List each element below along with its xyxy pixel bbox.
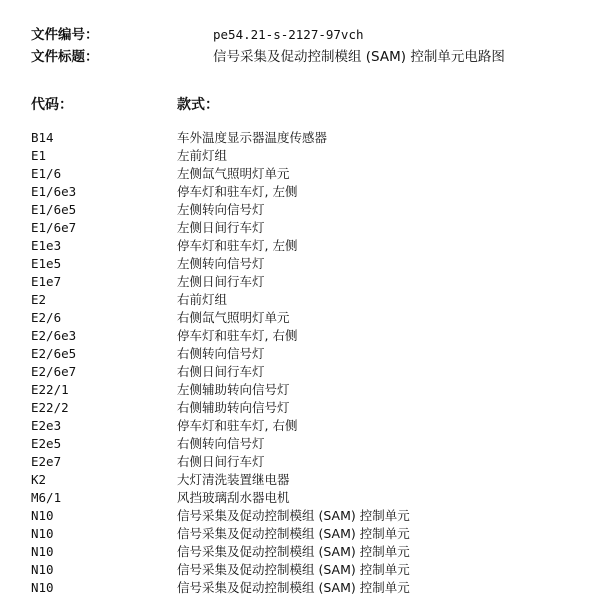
doc-title-label: 文件标题： — [31, 49, 99, 65]
component-description: 信号采集及促动控制模组 (SAM) 控制单元 — [177, 580, 410, 595]
list-item — [31, 453, 591, 471]
list-item — [31, 471, 591, 489]
list-item — [31, 327, 591, 345]
list-item — [31, 363, 591, 381]
component-code: N10 — [31, 526, 54, 541]
component-description: 左侧转向信号灯 — [177, 256, 265, 271]
list-item — [31, 435, 591, 453]
component-code: E1/6e7 — [31, 220, 77, 235]
component-code: E1e5 — [31, 256, 62, 271]
component-code: E2e7 — [31, 454, 62, 469]
list-item — [31, 147, 591, 165]
component-description: 信号采集及促动控制模组 (SAM) 控制单元 — [177, 526, 410, 541]
list-item — [31, 183, 591, 201]
list-item — [31, 291, 591, 309]
component-description: 右侧日间行车灯 — [177, 364, 265, 379]
component-code: E22/2 — [31, 400, 69, 415]
component-description: 停车灯和驻车灯, 左侧 — [177, 184, 298, 199]
component-code: E2e5 — [31, 436, 62, 451]
list-item — [31, 507, 591, 525]
component-code: E2/6e3 — [31, 328, 77, 343]
component-description: 信号采集及促动控制模组 (SAM) 控制单元 — [177, 544, 410, 559]
component-code: N10 — [31, 508, 54, 523]
component-code: E1e7 — [31, 274, 62, 289]
column-header-code: 代码： — [31, 97, 73, 113]
component-description: 左前灯组 — [177, 148, 228, 163]
component-code: E22/1 — [31, 382, 69, 397]
list-item — [31, 399, 591, 417]
list-item — [31, 417, 591, 435]
component-description: 右侧辅助转向信号灯 — [177, 400, 290, 415]
component-description: 车外温度显示器温度传感器 — [177, 130, 328, 145]
component-code: E2e3 — [31, 418, 62, 433]
component-code: E2 — [31, 292, 47, 307]
list-item — [31, 201, 591, 219]
component-description: 左侧日间行车灯 — [177, 220, 265, 235]
component-code: K2 — [31, 472, 47, 487]
component-description: 右侧日间行车灯 — [177, 454, 265, 469]
list-item — [31, 309, 591, 327]
list-item — [31, 165, 591, 183]
component-code: E2/6 — [31, 310, 62, 325]
component-description: 右侧转向信号灯 — [177, 436, 265, 451]
component-code: E1/6 — [31, 166, 62, 181]
doc-number-label: 文件编号： — [31, 27, 99, 43]
component-description: 右侧转向信号灯 — [177, 346, 265, 361]
list-item — [31, 219, 591, 237]
component-description: 停车灯和驻车灯, 右侧 — [177, 328, 298, 343]
component-code: E2/6e5 — [31, 346, 77, 361]
component-code: N10 — [31, 562, 54, 577]
component-list — [31, 129, 591, 597]
component-code: N10 — [31, 544, 54, 559]
column-header-description: 款式： — [177, 97, 219, 113]
component-code: E2/6e7 — [31, 364, 77, 379]
component-description: 左侧氙气照明灯单元 — [177, 166, 290, 181]
component-code: E1/6e3 — [31, 184, 77, 199]
component-code: E1/6e5 — [31, 202, 77, 217]
list-item — [31, 543, 591, 561]
component-description: 停车灯和驻车灯, 右侧 — [177, 418, 298, 433]
list-item — [31, 579, 591, 597]
list-item — [31, 237, 591, 255]
component-code: N10 — [31, 580, 54, 595]
doc-number-value: pe54.21-s-2127-97vch — [213, 27, 364, 42]
doc-title-value: 信号采集及促动控制模组 (SAM) 控制单元电路图 — [213, 49, 505, 65]
component-description: 右前灯组 — [177, 292, 228, 307]
component-description: 信号采集及促动控制模组 (SAM) 控制单元 — [177, 562, 410, 577]
component-code: M6/1 — [31, 490, 62, 505]
component-code: B14 — [31, 130, 54, 145]
list-item — [31, 129, 591, 147]
component-description: 左侧辅助转向信号灯 — [177, 382, 290, 397]
list-item — [31, 561, 591, 579]
component-description: 右侧氙气照明灯单元 — [177, 310, 290, 325]
list-item — [31, 273, 591, 291]
component-description: 风挡玻璃刮水器电机 — [177, 490, 290, 505]
list-item — [31, 345, 591, 363]
list-item — [31, 255, 591, 273]
component-description: 停车灯和驻车灯, 左侧 — [177, 238, 298, 253]
component-code: E1e3 — [31, 238, 62, 253]
list-item — [31, 525, 591, 543]
component-description: 信号采集及促动控制模组 (SAM) 控制单元 — [177, 508, 410, 523]
component-description: 左侧日间行车灯 — [177, 274, 265, 289]
list-item — [31, 381, 591, 399]
component-description: 大灯清洗装置继电器 — [177, 472, 290, 487]
list-item — [31, 489, 591, 507]
component-description: 左侧转向信号灯 — [177, 202, 265, 217]
component-code: E1 — [31, 148, 47, 163]
